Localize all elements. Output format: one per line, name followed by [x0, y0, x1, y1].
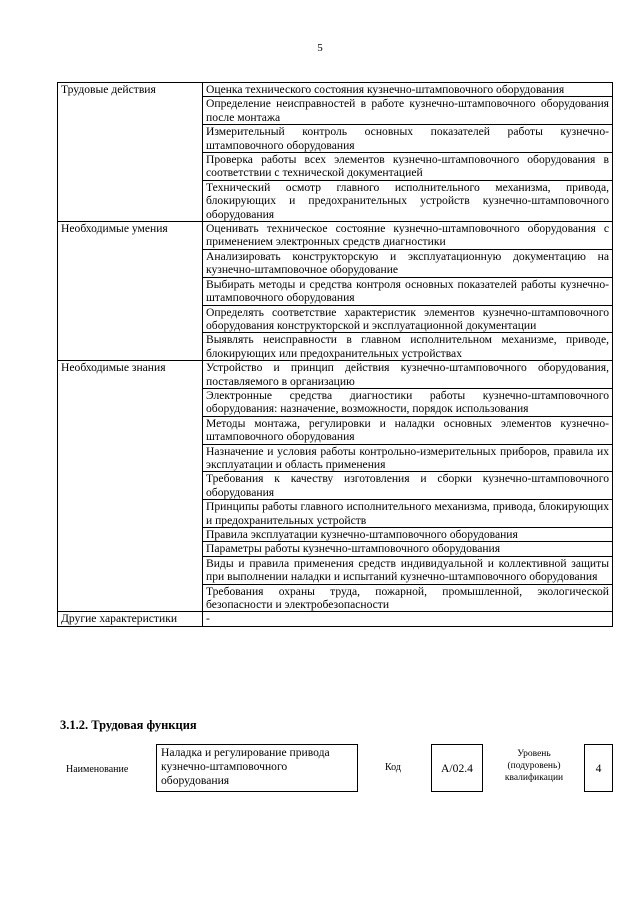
table-cell-item: Принципы работы главного исполнительного механизма, привода, блокирующих и предохранительных устройств: [203, 500, 613, 528]
table-row: [58, 612, 613, 626]
table-cell-item: Оценка технического состояния кузнечно-штамповочного оборудования: [203, 83, 613, 97]
name-value-box: Наладка и регулирование привода кузнечно-штамповочного оборудования: [156, 744, 358, 792]
table-cell-item: Требования к качеству изготовления и сборки кузнечно-штамповочного оборудования: [203, 472, 613, 500]
level-label: Уровень (подуровень) квалификации: [504, 749, 564, 783]
table-cell-item: Параметры работы кузнечно-штамповочного оборудования: [203, 542, 613, 556]
section-label: Трудовые действия: [58, 83, 203, 222]
code-value-box: A/02.4: [431, 744, 483, 792]
table-cell-item: Технический осмотр главного исполнительного механизма, привода, блокирующих и предохранительных устройств кузнечно-штамповочного оборудования: [203, 180, 613, 221]
section-label: Необходимые умения: [58, 222, 203, 361]
table-cell-item: Выбирать методы и средства контроля основных показателей работы кузнечно-штамповочного оборудования: [203, 277, 613, 305]
table-cell-item: Назначение и условия работы контрольно-измерительных приборов, правила их эксплуатации и область применения: [203, 444, 613, 472]
table-cell-item: Устройство и принцип действия кузнечно-штамповочного оборудования, поставляемого в организацию: [203, 361, 613, 389]
table-cell-item: Выявлять неисправности в главном исполнительном механизме, приводе, блокирующих или предохранительных устройствах: [203, 333, 613, 361]
table-row: [58, 361, 613, 389]
level-value-box: 4: [584, 744, 613, 792]
section-label: Необходимые знания: [58, 361, 203, 612]
table-cell-item: Методы монтажа, регулировки и наладки основных элементов кузнечно-штамповочного оборудования: [203, 416, 613, 444]
section-title: 3.1.2. Трудовая функция: [60, 718, 197, 732]
table-cell-item: Оценивать техническое состояние кузнечно-штамповочного оборудования с применением электронных средств диагностики: [203, 222, 613, 250]
page-number: 5: [317, 42, 323, 54]
table-cell-item: Определять соответствие характеристик элементов кузнечно-штамповочного оборудования конструкторской и эксплуатационной документации: [203, 305, 613, 333]
table-cell-item: Измерительный контроль основных показателей работы кузнечно-штамповочного оборудования: [203, 125, 613, 153]
table-cell-item: Правила эксплуатации кузнечно-штамповочного оборудования: [203, 528, 613, 542]
section-label: Другие характеристики: [58, 612, 203, 626]
code-label: Код: [385, 762, 401, 773]
table-cell-item: Определение неисправностей в работе кузнечно-штамповочного оборудования после монтажа: [203, 97, 613, 125]
table-cell-item: Проверка работы всех элементов кузнечно-штамповочного оборудования в соответствии с технической документацией: [203, 153, 613, 181]
name-label: Наименование: [66, 764, 129, 775]
table-cell-item: Требования охраны труда, пожарной, промышленной, экологической безопасности и электробезопасности: [203, 584, 613, 612]
table-row: [58, 83, 613, 97]
table-cell-item: Анализировать конструкторскую и эксплуатационную документацию на кузнечно-штамповочное оборудование: [203, 249, 613, 277]
table-cell-item: -: [203, 612, 613, 626]
competency-table: [57, 82, 613, 627]
table-cell-item: Электронные средства диагностики работы кузнечно-штамповочного оборудования: назначение, возможности, порядок использования: [203, 388, 613, 416]
labor-function-header: [0, 744, 640, 804]
table-cell-item: Виды и правила применения средств индивидуальной и коллективной защиты при выполнении наладки и испытаний кузнечно-штамповочного оборудования: [203, 556, 613, 584]
table-row: [58, 222, 613, 250]
